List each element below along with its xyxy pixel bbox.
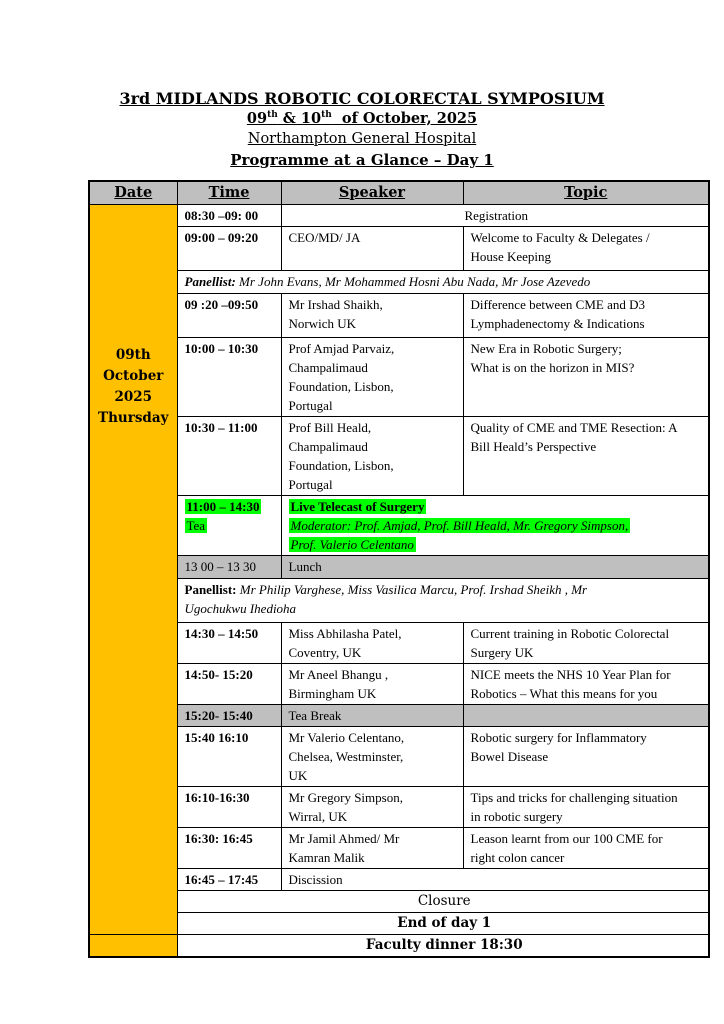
column-header-topic [463,181,709,204]
text-line [289,535,705,554]
text-segment: in robotic surgery [470,808,563,824]
title-text [119,89,604,108]
text-line [289,829,459,848]
topic-cell [463,416,709,495]
text-segment: Norwich UK [288,315,357,331]
text-segment: New Era in Robotic Surgery; [470,340,622,356]
title-line-1 [0,88,724,109]
text-segment: 16:10-16:30 [184,789,250,805]
speaker-cell [281,786,463,827]
title-line-4 [0,149,724,171]
topic-cell [463,293,709,337]
text-line [289,766,459,785]
text-segment: Discission [288,871,343,887]
text-line [185,870,277,889]
text-line [471,747,705,766]
text-line [185,788,277,807]
text-line [185,936,705,955]
speaker-cell [281,337,463,416]
text-line [185,418,277,437]
text-segment: Mr Aneel Bhangu , [288,666,389,682]
speaker-cell [281,293,463,337]
text-segment: Difference between CME and D3 [470,296,645,312]
text-segment: 16:45 – 17:45 [184,871,259,887]
text-segment: Bill Heald’s Perspective [470,438,597,454]
table-row [89,337,709,416]
text-segment: Champalimaud [288,359,368,375]
time-cell [177,868,281,890]
table-row [89,416,709,495]
text-line [471,358,705,377]
closure-cell [177,890,709,912]
text-line [185,557,277,576]
text-segment: 10:30 – 11:00 [184,419,258,435]
topic-cell [463,663,709,704]
column-header-date [89,181,177,204]
merged-cell [281,868,709,890]
title-segment: Northampton General Hospital [247,131,477,147]
text-segment: Wirral, UK [288,808,348,824]
time-cell [177,416,281,495]
text-segment: Mr Jamil Ahmed/ Mr [288,830,400,846]
topic-cell [463,786,709,827]
time-cell [177,786,281,827]
title-segment: of October, 2025 [331,110,478,127]
table-row [89,204,709,226]
text-segment: Faculty dinner 18:30 [365,936,523,953]
text-line [185,914,705,933]
table-row [89,578,709,622]
panellist-cell [177,578,709,622]
text-line [289,358,459,377]
speaker-cell [281,226,463,270]
text-line [185,624,277,643]
text-line [471,295,705,314]
text-segment: Prof Bill Heald, [288,419,372,435]
text-segment: Prof. Valerio Celentano [290,536,414,552]
text-segment: Leason learnt from our 100 CME for [470,830,663,846]
text-segment: Moderator: Prof. Amjad, Prof. Bill Heald, Mr. Gregory Simpson, [290,517,629,533]
text-line [289,314,459,333]
table-row [89,555,709,578]
title-line-3 [0,129,724,149]
text-line [185,516,277,535]
speaker-cell [281,827,463,868]
text-segment: Coventry, UK [288,644,362,660]
text-line [185,665,277,684]
time-cell [177,555,281,578]
text-line [289,624,459,643]
table-row [89,226,709,270]
text-segment: UK [288,767,308,783]
text-line [185,829,277,848]
table-row [89,622,709,663]
panellist-cell [177,270,709,293]
faculty-dinner-cell [177,934,709,957]
table-row [89,934,709,957]
text-line [289,665,459,684]
text-segment: Tea [186,517,206,533]
text-line [289,870,705,889]
text-segment: Foundation, Lisbon, [288,457,394,473]
text-segment: Quality of CME and TME Resection: A [470,419,678,435]
text-segment: October [103,367,164,384]
table-row [89,293,709,337]
text-segment: Champalimaud [288,438,368,454]
text-segment: Mr Gregory Simpson, [288,789,403,805]
text-segment: 09 :20 –09:50 [184,296,259,312]
topic-cell [463,726,709,786]
column-header-label: Date [114,184,153,201]
document-header [0,0,724,171]
text-segment: Mr Irshad Shaikh, [288,296,383,312]
end-of-day-cell [177,912,709,934]
text-line [471,643,705,662]
time-cell [177,704,281,726]
text-segment: Current training in Robotic Colorectal [470,625,670,641]
title-text [247,110,477,127]
text-line [471,728,705,747]
table-row [89,786,709,827]
column-header-label: Time [208,184,250,201]
column-header-time [177,181,281,204]
column-header-label: Speaker [338,184,406,201]
text-segment: Portugal [288,476,333,492]
text-line [185,206,277,225]
time-cell [177,495,281,555]
text-segment: Robotic surgery for Inflammatory [470,729,647,745]
text-segment: Live Telecast of Surgery [290,498,425,514]
text-line [289,418,459,437]
text-line [289,684,459,703]
column-header-speaker [281,181,463,204]
topic-cell [463,704,709,726]
table-row [89,726,709,786]
speaker-cell [281,663,463,704]
text-line [471,418,705,437]
text-segment: Thursday [98,409,169,426]
text-segment: Prof Amjad Parvaiz, [288,340,395,356]
text-segment: Lunch [288,558,322,574]
text-line [471,624,705,643]
text-line [185,728,277,747]
text-line [185,497,277,516]
table-row [89,912,709,934]
text-segment: Portugal [288,397,333,413]
text-segment: Ugochukwu Ihedioha [184,600,297,616]
text-segment: Foundation, Lisbon, [288,378,394,394]
title-segment: th [321,110,332,121]
text-segment: What is on the horizon in MIS? [470,359,635,375]
speaker-cell [281,622,463,663]
title-segment: Programme at a Glance – Day 1 [230,151,494,169]
text-line [289,557,705,576]
text-line [289,516,705,535]
table-row [89,270,709,293]
title-line-2 [0,109,724,129]
text-line [289,396,459,415]
title-text [230,151,493,169]
text-segment: 15:40 16:10 [184,729,249,745]
text-segment: 14:30 – 14:50 [184,625,259,641]
text-segment: Panellist: [184,273,236,289]
text-line [471,848,705,867]
text-line [289,497,705,516]
column-header-label: Topic [564,184,608,201]
text-segment: right colon cancer [470,849,565,865]
text-line [289,377,459,396]
speaker-cell [281,726,463,786]
text-segment: Lymphadenectomy & Indications [470,315,645,331]
text-line [185,599,705,618]
text-segment: Surgery UK [470,644,534,660]
text-segment: 13 00 – 13 30 [184,558,256,574]
table-row [89,495,709,555]
text-line [289,706,459,725]
text-segment: Birmingham UK [288,685,377,701]
text-line [289,456,459,475]
table-row [89,890,709,912]
text-segment: CEO/MD/ JA [288,229,361,245]
text-line [471,788,705,807]
text-segment: Kamran Malik [288,849,365,865]
text-line [289,475,459,494]
text-segment: 16:30: 16:45 [184,830,253,846]
topic-cell [463,827,709,868]
time-cell [177,663,281,704]
text-line [471,228,705,247]
merged-cell [281,204,709,226]
table-row [89,827,709,868]
title-segment: 3rd MIDLANDS ROBOTIC COLORECTAL SYMPOSIUM [119,89,605,108]
text-line [289,295,459,314]
title-segment: th [267,110,278,121]
text-segment: 08:30 –09: 00 [184,207,259,223]
time-cell [177,204,281,226]
time-cell [177,622,281,663]
table-body [89,204,709,957]
table-row [89,663,709,704]
text-line [289,788,459,807]
text-line [185,706,277,725]
title-text [248,131,476,147]
text-line [91,408,176,429]
table-row [89,868,709,890]
topic-cell [463,622,709,663]
text-segment: Registration [464,207,529,223]
text-segment: Panellist: [184,581,237,597]
text-line [91,366,176,387]
text-line [471,339,705,358]
text-segment: Tips and tricks for challenging situation [470,789,678,805]
text-line [471,665,705,684]
text-segment: Robotics – What this means for you [470,685,658,701]
text-line [91,345,176,366]
text-segment: 14:50- 15:20 [184,666,253,682]
text-segment: Closure [417,892,471,909]
text-segment: Welcome to Faculty & Delegates / [470,229,650,245]
table-header-row [89,181,709,204]
text-segment: 15:20- 15:40 [184,707,253,723]
text-line [471,247,705,266]
text-line [289,206,705,225]
text-segment: Chelsea, Westminster, [288,748,404,764]
time-cell [177,337,281,416]
text-segment: Mr John Evans, Mr Mohammed Hosni Abu Nada, Mr Jose Azevedo [235,273,591,289]
text-line [289,437,459,456]
text-segment: 09th [115,346,151,363]
text-line [185,295,277,314]
text-segment: House Keeping [470,248,552,264]
text-segment: Miss Abhilasha Patel, [288,625,402,641]
text-segment: Mr Philip Varghese, Miss Vasilica Marcu, Prof. Irshad Sheikh , Mr [236,581,588,597]
text-line [471,437,705,456]
title-segment: 09 [246,110,268,127]
text-line [289,747,459,766]
text-line [471,807,705,826]
topic-cell [463,337,709,416]
text-segment: End of day 1 [397,914,492,931]
speaker-cell [281,704,463,726]
text-line [91,387,176,408]
text-line [471,314,705,333]
text-segment: 11:00 – 14:30 [186,498,260,514]
merged-cell [281,555,709,578]
text-segment: Mr Valerio Celentano, [288,729,405,745]
text-segment: 2025 [114,388,153,405]
text-line [289,807,459,826]
time-cell [177,726,281,786]
time-cell [177,827,281,868]
text-line [185,228,277,247]
text-segment: 10:00 – 10:30 [184,340,259,356]
time-cell [177,226,281,270]
date-cell [89,204,177,934]
topic-cell [463,226,709,270]
text-line [185,339,277,358]
table-row [89,704,709,726]
text-line [289,339,459,358]
merged-cell [281,495,709,555]
text-segment: 09:00 – 09:20 [184,229,259,245]
title-segment: & 10 [277,110,322,127]
text-line [289,848,459,867]
speaker-cell [281,416,463,495]
text-segment: Bowel Disease [470,748,549,764]
text-line [289,643,459,662]
text-line [471,829,705,848]
text-segment: NICE meets the NHS 10 Year Plan for [470,666,671,682]
time-cell [177,293,281,337]
text-line [289,228,459,247]
date-cell-extension [89,934,177,957]
programme-table [88,180,710,958]
text-segment: Tea Break [288,707,342,723]
text-line [185,272,705,291]
text-line [289,728,459,747]
text-line [185,892,705,911]
text-line [185,580,705,599]
text-line [471,684,705,703]
